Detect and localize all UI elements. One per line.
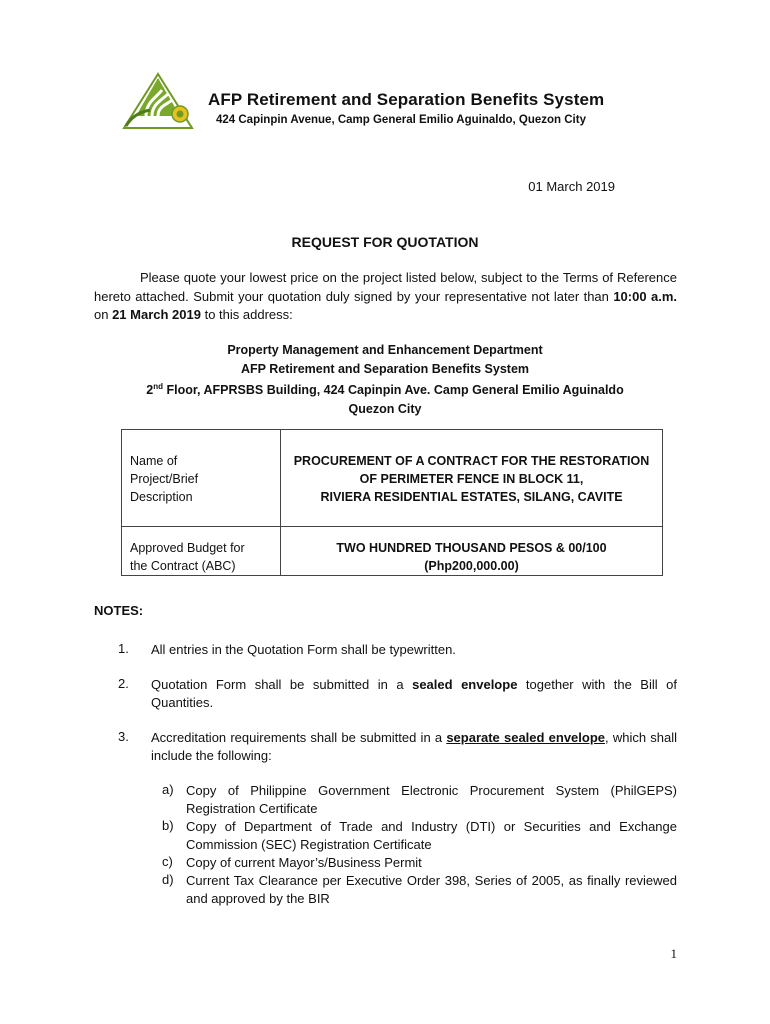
organization-name: AFP Retirement and Separation Benefits System <box>208 90 605 109</box>
requirement-c-text: Copy of current Mayor’s/Business Permit <box>186 855 422 870</box>
deadline-time: 10:00 a.m. <box>613 288 677 304</box>
table-row <box>122 527 663 576</box>
note-3-number: 3. <box>118 729 129 744</box>
abc-value: TWO HUNDRED THOUSAND PESOS & 00/100 (Php200,000.00) <box>281 527 663 576</box>
intro-text-2: on <box>94 307 113 322</box>
requirement-c-letter: c) <box>162 854 173 869</box>
project-name-value: PROCUREMENT OF A CONTRACT FOR THE RESTORATION OF PERIMETER FENCE IN BLOCK 11, RIVIERA RESIDENTIAL ESTATES, SILANG, CAVITE <box>281 430 663 527</box>
document-date: 01 March 2019 <box>528 179 615 194</box>
note-3-text: Accreditation requirements shall be submitted in a separate sealed envelope, which shall include the following: <box>151 730 677 763</box>
note-2-emphasis: sealed envelope <box>412 677 518 692</box>
submission-address <box>0 341 770 418</box>
address-line-city: Quezon City <box>348 401 422 416</box>
requirement-b-text: Copy of Department of Trade and Industry (DTI) or Securities and Exchange Commission (SEC) Registration Certificate <box>186 819 677 852</box>
intro-paragraph <box>94 269 677 325</box>
requirement-b-letter: b) <box>162 818 174 833</box>
requirement-d-letter: d) <box>162 872 174 887</box>
requirement-d-text: Current Tax Clearance per Executive Order 398, Series of 2005, as finally reviewed and approved by the BIR <box>186 873 677 906</box>
table-row <box>122 430 663 527</box>
deadline-date: 21 March 2019 <box>112 307 201 322</box>
project-details-table <box>121 429 663 576</box>
requirement-a-letter: a) <box>162 782 174 797</box>
requirement-a-text: Copy of Philippine Government Electronic Procurement System (PhilGEPS) Registration Certificate <box>186 783 677 816</box>
note-1-text: All entries in the Quotation Form shall be typewritten. <box>151 642 456 657</box>
intro-text-1: Please quote your lowest price on the project listed below, subject to the Terms of Reference hereto attached. Submit your quotation duly signed by your representative not later than <box>94 270 677 304</box>
document-title: REQUEST FOR QUOTATION <box>291 234 479 250</box>
note-2-text: Quotation Form shall be submitted in a sealed envelope together with the Bill of Quantities. <box>151 677 677 710</box>
notes-heading: NOTES: <box>94 603 144 618</box>
address-line-organization: AFP Retirement and Separation Benefits System <box>240 361 530 376</box>
address-line-department: Property Management and Enhancement Department <box>227 343 543 357</box>
organization-address: 424 Capinpin Avenue, Camp General Emilio Aguinaldo, Quezon City <box>216 114 586 126</box>
afprsbs-logo-icon <box>122 72 194 130</box>
note-2-number: 2. <box>118 676 129 691</box>
project-name-label: Name of Project/Brief Description <box>122 430 281 527</box>
note-3-emphasis: separate sealed envelope <box>446 730 606 745</box>
page-number: 1 <box>670 946 677 961</box>
intro-text-3: to this address: <box>200 307 293 322</box>
note-1-number: 1. <box>118 641 129 656</box>
abc-label: Approved Budget for the Contract (ABC) <box>122 527 281 576</box>
address-line-building: 2nd Floor, AFPRSBS Building, 424 Capinpin Ave. Camp General Emilio Aguinaldo <box>146 382 624 398</box>
